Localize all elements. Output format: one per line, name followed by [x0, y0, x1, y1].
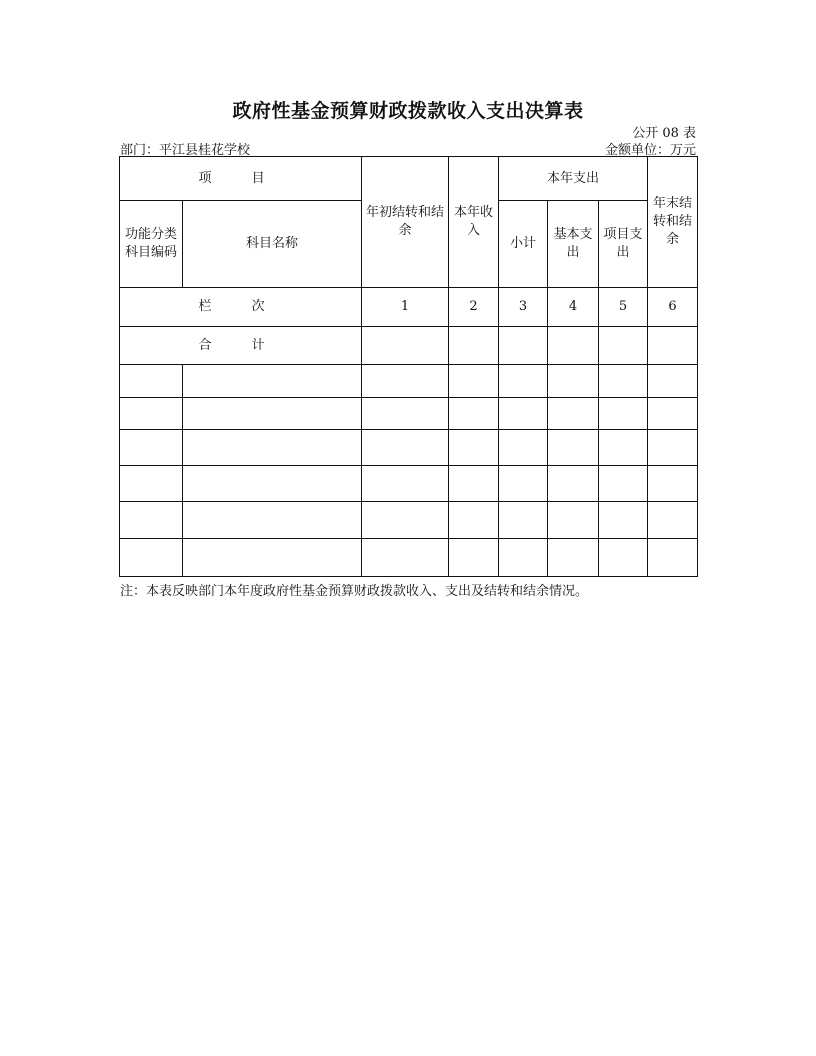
total-label: 合 计 — [120, 327, 362, 365]
table-cell — [183, 430, 362, 466]
column-index-cell: 6 — [648, 288, 698, 327]
table-row — [120, 430, 698, 466]
table-cell — [499, 398, 548, 430]
table-cell — [449, 430, 499, 466]
table-cell — [548, 398, 599, 430]
column-index-label: 栏 次 — [120, 288, 362, 327]
column-index-cell: 4 — [548, 288, 599, 327]
table-row — [120, 466, 698, 502]
total-cell — [499, 327, 548, 365]
table-cell — [499, 365, 548, 398]
table-cell — [120, 430, 183, 466]
table-cell — [648, 398, 698, 430]
table-cell — [449, 466, 499, 502]
header-end-balance: 年末结转和结余 — [648, 157, 698, 288]
table-cell — [548, 365, 599, 398]
table-cell — [183, 539, 362, 577]
table-cell — [449, 502, 499, 539]
column-index-row — [120, 288, 698, 327]
table-cell — [648, 466, 698, 502]
header-row-1 — [120, 157, 698, 201]
column-index-cell: 2 — [449, 288, 499, 327]
department-label: 部门：平江县桂花学校 — [120, 143, 251, 158]
table-cell — [362, 365, 449, 398]
header-func-code: 功能分类科目编码 — [120, 201, 183, 288]
header-expenditure: 本年支出 — [499, 157, 648, 201]
total-cell — [599, 327, 648, 365]
total-cell — [648, 327, 698, 365]
table-cell — [183, 502, 362, 539]
table-cell — [599, 466, 648, 502]
table-cell — [449, 539, 499, 577]
total-cell — [362, 327, 449, 365]
table-cell — [548, 430, 599, 466]
table-cell — [599, 539, 648, 577]
header-begin-balance: 年初结转和结余 — [362, 157, 449, 288]
table-cell — [499, 466, 548, 502]
table-cell — [648, 430, 698, 466]
header-project-expenditure: 项目支出 — [599, 201, 648, 288]
table-cell — [362, 466, 449, 502]
table-cell — [599, 430, 648, 466]
table-cell — [362, 430, 449, 466]
column-index-cell: 1 — [362, 288, 449, 327]
budget-table — [119, 156, 698, 577]
table-cell — [183, 398, 362, 430]
table-cell — [548, 466, 599, 502]
footnote: 注：本表反映部门本年度政府性基金预算财政拨款收入、支出及结转和结余情况。 — [120, 584, 589, 599]
table-cell — [499, 539, 548, 577]
header-subtotal: 小计 — [499, 201, 548, 288]
table-row — [120, 502, 698, 539]
total-cell — [449, 327, 499, 365]
amount-unit-label: 金额单位：万元 — [604, 143, 696, 158]
table-cell — [499, 430, 548, 466]
table-cell — [499, 502, 548, 539]
table-cell — [183, 466, 362, 502]
table-cell — [548, 539, 599, 577]
document-title: 政府性基金预算财政拨款收入支出决算表 — [232, 100, 584, 122]
table-cell — [548, 502, 599, 539]
table-cell — [599, 502, 648, 539]
total-cell — [548, 327, 599, 365]
table-cell — [120, 398, 183, 430]
header-subject-name: 科目名称 — [183, 201, 362, 288]
table-cell — [599, 365, 648, 398]
table-row — [120, 398, 698, 430]
table-cell — [120, 539, 183, 577]
header-income: 本年收入 — [449, 157, 499, 288]
table-cell — [599, 398, 648, 430]
table-cell — [183, 365, 362, 398]
table-cell — [120, 365, 183, 398]
form-number: 公开 08 表 — [632, 126, 696, 141]
table-cell — [648, 365, 698, 398]
header-project: 项 目 — [120, 157, 362, 201]
table-cell — [362, 502, 449, 539]
column-index-cell: 3 — [499, 288, 548, 327]
table-cell — [120, 466, 183, 502]
table-cell — [449, 398, 499, 430]
table-cell — [648, 502, 698, 539]
table-cell — [362, 539, 449, 577]
table-cell — [449, 365, 499, 398]
table-cell — [362, 398, 449, 430]
column-index-cell: 5 — [599, 288, 648, 327]
total-row — [120, 327, 698, 365]
table-row — [120, 539, 698, 577]
table-cell — [120, 502, 183, 539]
table-cell — [648, 539, 698, 577]
table-row — [120, 365, 698, 398]
header-basic-expenditure: 基本支出 — [548, 201, 599, 288]
